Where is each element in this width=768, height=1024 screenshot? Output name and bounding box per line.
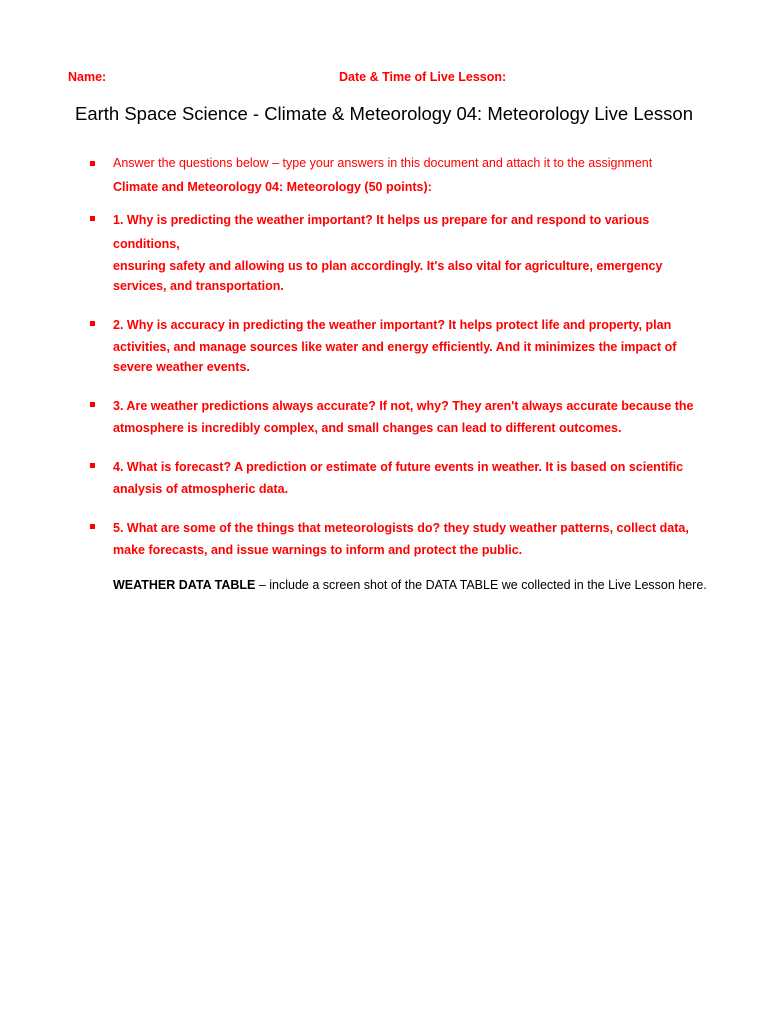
weather-data-table-text: – include a screen shot of the DATA TABLE we collected in the Live Lesson here. (255, 578, 707, 592)
square-bullet-icon (90, 402, 95, 407)
list-item-question-4 (88, 455, 706, 499)
list-item-question-5 (88, 516, 706, 560)
square-bullet-icon (90, 161, 95, 166)
answer-text: make forecasts, and issue warnings to inform and protect the public. (113, 543, 523, 557)
answer-text: analysis of atmospheric data. (113, 482, 289, 496)
weather-data-table-label: WEATHER DATA TABLE (113, 578, 256, 592)
list-item-question-2 (88, 313, 706, 377)
list-item-question-1 (88, 208, 706, 296)
page-title: Earth Space Science - Climate & Meteorology 04: Meteorology Live Lesson (74, 103, 693, 124)
question-line: 5. What are some of the things that meteorologists do? they study weather patterns, collect data, (113, 521, 689, 535)
question-line: 2. Why is accuracy in predicting the weather important? It helps protect life and property, plan (113, 318, 672, 332)
date-time-label: Date & Time of Live Lesson: (339, 70, 507, 84)
question-list (88, 153, 706, 577)
answer-text: atmosphere is incredibly complex, and small changes can lead to different outcomes. (113, 421, 622, 435)
square-bullet-icon (90, 524, 95, 529)
name-label: Name: (68, 70, 107, 84)
assignment-subtitle: Climate and Meteorology 04: Meteorology (50 points): (113, 180, 432, 194)
square-bullet-icon (90, 463, 95, 468)
square-bullet-icon (90, 321, 95, 326)
list-item-question-3 (88, 394, 706, 438)
answer-text: activities, and manage sources like water and energy efficiently. And it minimizes the impact of severe weather events. (113, 340, 677, 374)
answer-text: ensuring safety and allowing us to plan accordingly. It's also vital for agriculture, emergency services, and transportation. (113, 259, 663, 293)
question-line: 4. What is forecast? A prediction or estimate of future events in weather. It is based on scientific (113, 460, 684, 474)
list-item-instructions (88, 153, 706, 198)
weather-data-table-instruction (113, 578, 707, 592)
question-line: 1. Why is predicting the weather important? It helps us prepare for and respond to various conditions, (113, 213, 650, 251)
question-line: 3. Are weather predictions always accurate? If not, why? They aren't always accurate because the (113, 399, 694, 413)
instruction-text: Answer the questions below – type your answers in this document and attach it to the assignment (113, 156, 653, 170)
square-bullet-icon (90, 216, 95, 221)
